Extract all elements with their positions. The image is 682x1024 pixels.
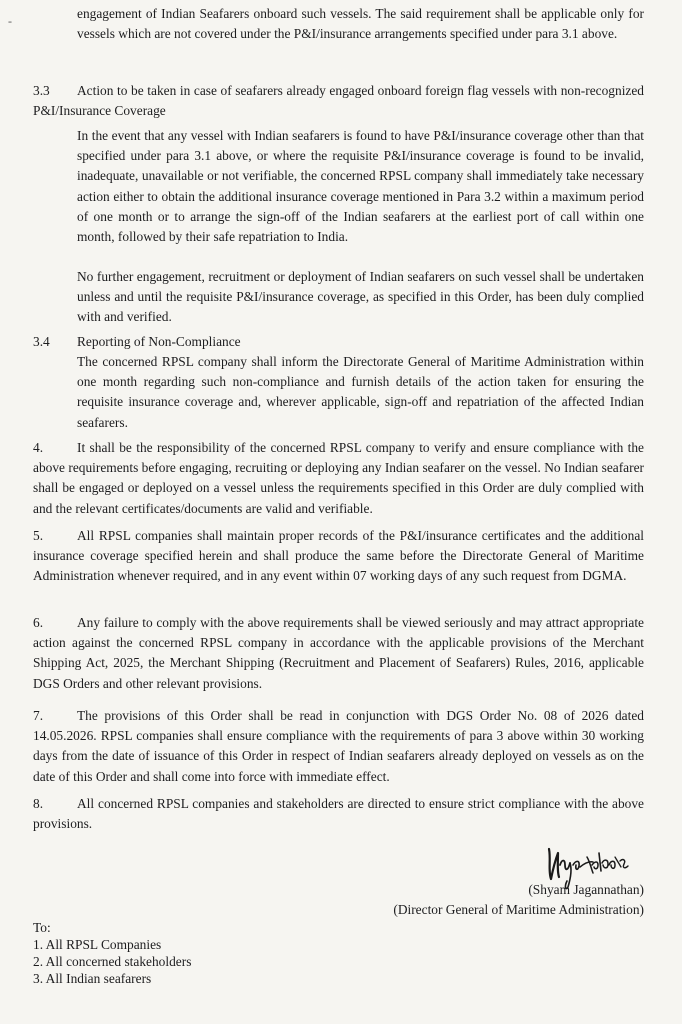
section-3-3-body-1: In the event that any vessel with Indian seafarers is found to have P&I/insurance coverage other than that specified under para 3.1 above, or where the requisite P&I/insurance coverage is found to be invalid, inadequate, unavailable or not verifiable, the concerned RPSL company shall immediately take necessary action either to obtain the additional insurance coverage mentioned in Para 3.2 within a maximum period of one month or to arrange the sign-off of the Indian seafarers at the earliest port of call within one month, followed by their safe repatriation to India.: [77, 128, 644, 245]
recipient-item: 3. All Indian seafarers: [33, 971, 152, 986]
recipient-item: 2. All concerned stakeholders: [33, 954, 192, 969]
section-5-number: 5.: [33, 528, 44, 543]
margin-mark: -: [8, 14, 12, 28]
recipient-item: 1. All RPSL Companies: [33, 937, 162, 952]
section-8-text: All concerned RPSL companies and stakeholders are directed to ensure strict compliance with the above provisions.: [33, 796, 644, 832]
signatory-name: (Shyam Jagannathan): [528, 882, 644, 897]
section-3-4-heading: Reporting of Non-Compliance: [77, 334, 241, 349]
section-3-3-heading: Action to be taken in case of seafarers already engaged onboard foreign flag vessels with non-recognized P&I/Insurance Coverage: [33, 83, 644, 119]
section-3-4-body: The concerned RPSL company shall inform the Directorate General of Maritime Administration within one month regarding such non-compliance and furnish details of the action taken for ensuring the requisite insurance coverage and, wherever applicable, sign-off and repatriation of the affected Indian seafarers.: [77, 354, 644, 430]
section-4-number: 4.: [33, 440, 44, 455]
section-8-number: 8.: [33, 796, 44, 811]
section-6-number: 6.: [33, 615, 44, 630]
section-6-text: Any failure to comply with the above requirements shall be viewed seriously and may attract appropriate action against the concerned RPSL company in accordance with the applicable provisions of the Merchant Shipping Act, 2025, the Merchant Shipping (Recruitment and Placement of Seafarers) Rules, 2016, applicable DGS Orders and other relevant provisions.: [33, 615, 644, 691]
recipients-label: To:: [33, 920, 51, 935]
para-3-2-continuation: engagement of Indian Seafarers onboard such vessels. The said requirement shall be applicable only for vessels which are not covered under the P&I/insurance arrangements specified under para 3.1 above.: [77, 6, 644, 42]
section-7-number: 7.: [33, 708, 44, 723]
section-3-3-body-2: No further engagement, recruitment or deployment of Indian seafarers on such vessel shall be undertaken unless and until the requisite P&I/insurance coverage, as specified in this Order, has been duly complied with and verified.: [77, 269, 644, 325]
signatory-title: (Director General of Maritime Administration): [393, 902, 644, 917]
section-4-text: It shall be the responsibility of the concerned RPSL company to verify and ensure compliance with the above requirements before engaging, recruiting or deploying any Indian seafarer on the vessel. No Indian seafarer shall be engaged or deployed on a vessel unless the requirements specified in this Order are duly complied with and the relevant certificates/documents are valid and verifiable.: [33, 440, 644, 516]
section-3-4-number: 3.4: [33, 334, 50, 349]
section-5-text: All RPSL companies shall maintain proper records of the P&I/insurance certificates and the additional insurance coverage specified herein and shall produce the same before the Directorate General of Maritime Administration whenever required, and in any event within 07 working days of any such request from DGMA.: [33, 528, 644, 584]
section-3-3-number: 3.3: [33, 83, 50, 98]
section-7-text: The provisions of this Order shall be read in conjunction with DGS Order No. 08 of 2026 dated 14.05.2026. RPSL companies shall ensure compliance with the requirements of para 3 above within 30 working days from the date of issuance of this Order in respect of Indian seafarers already deployed on vessels as on the date of this Order and shall come into force with immediate effect.: [33, 708, 644, 784]
